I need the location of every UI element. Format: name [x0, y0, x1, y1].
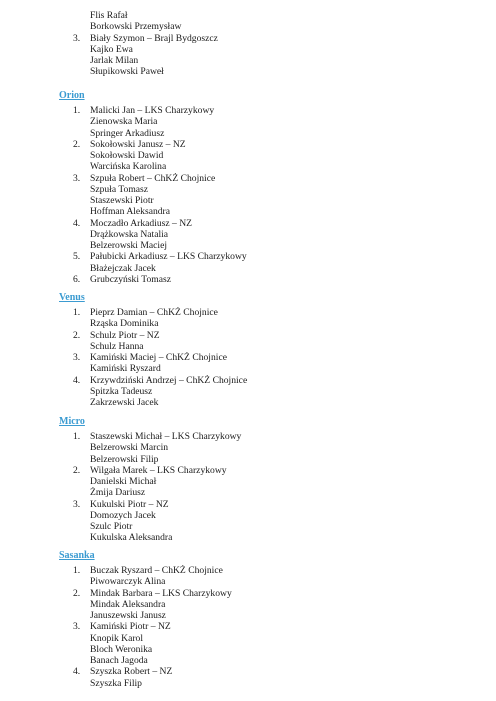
list-item-member: Piwowarczyk Alina — [90, 576, 166, 588]
list-item-lead: Buczak Ryszard – ChKŻ Chojnice — [90, 565, 223, 576]
list-item-number: 4. — [73, 374, 81, 386]
list-item-member: Banach Jagoda — [90, 655, 148, 666]
list-item-member: Zienowska Maria — [90, 116, 158, 128]
list-item-member: Kamiński Ryszard — [90, 363, 161, 375]
list-item-member: Szulc Piotr — [90, 521, 133, 532]
list-item-member: Mindak Aleksandra — [90, 598, 166, 610]
list-item-number: 2. — [73, 464, 81, 476]
list-item-member: Belzerowski Filip — [90, 453, 159, 465]
list-item-lead: Moczadło Arkadiusz – NZ — [90, 217, 193, 229]
list-item-lead: Szyszka Robert – NZ — [90, 666, 173, 678]
list-item-lead: Krzywdziński Andrzej – ChKŻ Chojnice — [90, 374, 248, 386]
list-item-member: Warcińska Karolina — [90, 161, 167, 173]
list-item-number: 4. — [73, 666, 81, 678]
list-item-member: Knopik Karol — [90, 632, 144, 644]
list-item-member: Hoffman Aleksandra — [90, 206, 171, 218]
list-item-member: Zakrzewski Jacek — [90, 397, 159, 408]
list-item-number: 1. — [73, 307, 81, 318]
list-item-member: Błażejczak Jacek — [90, 262, 156, 274]
list-item-number: 2. — [73, 138, 81, 150]
list-item-lead: Pieprz Damian – ChKŻ Chojnice — [90, 307, 218, 318]
list-item-lead: Kamiński Piotr – NZ — [90, 621, 171, 633]
list-item-lead: Schulz Piotr – NZ — [90, 329, 160, 341]
list-item-number: 3. — [73, 172, 81, 184]
list-item-number: 4. — [73, 217, 81, 229]
list-item-member: Borkowski Przemysław — [90, 21, 182, 33]
list-item-member: Schulz Hanna — [90, 340, 144, 352]
list-item-number: 3. — [73, 621, 81, 633]
list-item-member: Bloch Weronika — [90, 643, 153, 655]
list-item-member: Żmija Dariusz — [90, 487, 146, 499]
list-item-member: Springer Arkadiusz — [90, 127, 165, 139]
list-item-member: Danielski Michał — [90, 476, 157, 487]
list-item-member: Szyszka Filip — [90, 677, 142, 689]
section-heading-micro: Micro — [59, 415, 85, 427]
list-item-lead: Wilgała Marek – LKS Charzykowy — [90, 464, 227, 476]
list-item-number: 2. — [73, 587, 81, 599]
list-item-lead: Flis Rafał — [90, 10, 128, 21]
list-item-lead: Kukulski Piotr – NZ — [90, 498, 169, 510]
list-item-number: 6. — [73, 273, 81, 285]
list-item-lead: Pałubicki Arkadiusz – LKS Charzykowy — [90, 251, 247, 263]
list-item-member: Belzerowski Marcin — [90, 442, 169, 454]
list-item-member: Jarlak Milan — [90, 55, 139, 66]
list-item-member: Staszewski Piotr — [90, 195, 154, 206]
list-item-member: Januszewski Janusz — [90, 610, 166, 621]
list-item-number: 5. — [73, 251, 81, 263]
list-item-lead: Malicki Jan – LKS Charzykowy — [90, 105, 215, 116]
list-item-member: Rząska Dominika — [90, 318, 159, 330]
section-heading-sasanka: Sasanka — [59, 549, 95, 561]
list-item-number: 3. — [73, 498, 81, 510]
list-item-member: Belzerowski Maciej — [90, 240, 167, 251]
list-item-number: 3. — [73, 352, 81, 363]
list-item-lead: Sokołowski Janusz – NZ — [90, 138, 186, 150]
list-item-number: 1. — [73, 431, 81, 442]
section-heading-orion: Orion — [59, 89, 85, 101]
list-item-lead: Mindak Barbara – LKS Charzykowy — [90, 587, 232, 599]
list-item-number: 2. — [73, 329, 81, 341]
list-item-lead: Kamiński Maciej – ChKŻ Chojnice — [90, 352, 227, 363]
list-item-number: 3. — [73, 32, 81, 44]
list-item-member: Spitzka Tadeusz — [90, 385, 153, 397]
list-item-lead: Szpuła Robert – ChKŻ Chojnice — [90, 172, 216, 184]
list-item-member: Słupikowski Paweł — [90, 66, 164, 78]
list-item-member: Sokołowski Dawid — [90, 150, 164, 161]
list-item-member: Kajko Ewa — [90, 43, 133, 55]
list-item-member: Domozych Jacek — [90, 509, 156, 521]
list-item-lead: Grubczyński Tomasz — [90, 273, 171, 285]
section-heading-venus: Venus — [59, 291, 85, 303]
list-item-lead: Staszewski Michał – LKS Charzykowy — [90, 431, 242, 442]
list-item-member: Drążkowska Natalia — [90, 228, 169, 240]
list-item-member: Kukulska Aleksandra — [90, 532, 173, 544]
list-item-number: 1. — [73, 565, 81, 576]
list-item-member: Szpuła Tomasz — [90, 183, 149, 195]
list-item-lead: Biały Szymon – Brajl Bydgoszcz — [90, 32, 218, 44]
list-item-number: 1. — [73, 105, 81, 116]
